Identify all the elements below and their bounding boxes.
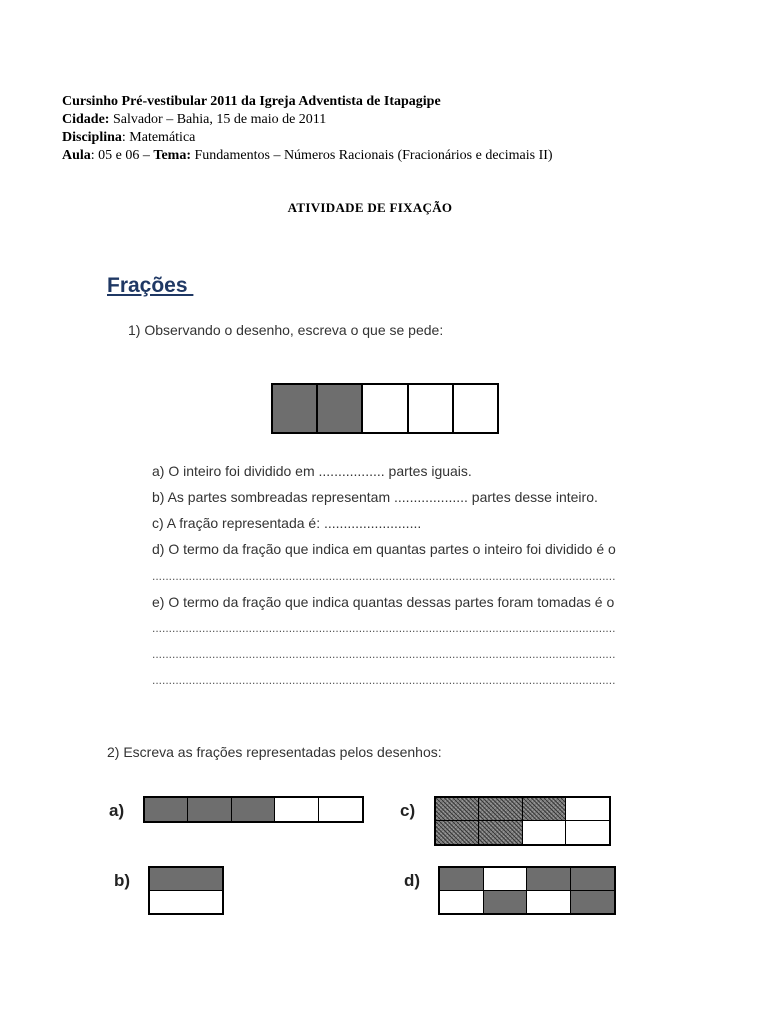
grid-cell-shaded — [188, 798, 231, 821]
question1-item-d: d) O termo da fração que indica em quantas partes o inteiro foi dividido é o — [152, 541, 616, 557]
grid-cell-shaded — [527, 868, 571, 891]
grid-cell-shaded — [440, 868, 484, 891]
discipline-line — [62, 129, 553, 147]
answer-line-e-2: ........................................................................................................................................... — [152, 647, 616, 661]
grid-cell — [566, 798, 609, 821]
figure-c-grid — [434, 796, 611, 846]
question2-prompt: 2) Escreva as frações representadas pelos desenhos: — [107, 744, 442, 760]
class-value: : 05 e 06 – — [90, 148, 154, 163]
question1-item-a: a) O inteiro foi dividido em ................. partes iguais. — [152, 463, 472, 479]
section-title: Frações — [107, 274, 194, 297]
answer-line-e-3: ........................................................................................................................................... — [152, 673, 616, 687]
fraction-part — [363, 385, 408, 432]
question1-item-c: c) A fração representada é: ......................... — [152, 515, 422, 531]
grid-cell-shaded — [145, 798, 188, 821]
class-line — [62, 147, 553, 165]
discipline-value: : Matemática — [121, 130, 196, 145]
figure-d-grid — [438, 866, 616, 915]
question1-fraction-figure — [271, 383, 499, 434]
theme-value: Fundamentos – Números Racionais (Fracionários e decimais II) — [191, 148, 553, 163]
grid-cell-shaded — [436, 821, 479, 844]
grid-cell — [275, 798, 318, 821]
figure-b-grid — [148, 866, 224, 915]
grid-cell-shaded — [571, 891, 615, 914]
grid-cell-shaded — [571, 868, 615, 891]
figure-a-label: a) — [109, 801, 125, 820]
discipline-label: Disciplina — [62, 130, 122, 145]
grid-cell — [523, 821, 566, 844]
figure-b-label: b) — [114, 871, 131, 890]
grid-cell-shaded — [232, 798, 275, 821]
grid-cell-shaded — [150, 868, 222, 891]
fraction-part-shaded — [273, 385, 318, 432]
answer-line-d: ........................................................................................................................................... — [152, 569, 616, 583]
grid-cell-shaded — [479, 798, 522, 821]
fraction-part-shaded — [318, 385, 363, 432]
theme-label: Tema: — [153, 148, 191, 163]
activity-title: ATIVIDADE DE FIXAÇÃO — [287, 200, 453, 215]
city-value: Salvador – Bahia, 15 de maio de 2011 — [109, 112, 327, 127]
answer-line-e-1: ........................................................................................................................................... — [152, 621, 616, 635]
grid-cell-shaded — [479, 821, 522, 844]
fraction-part — [409, 385, 454, 432]
grid-cell — [150, 891, 222, 914]
course-name: Cursinho Pré-vestibular 2011 da Igreja Adventista de Itapagipe — [62, 94, 441, 109]
city-label: Cidade: — [62, 112, 110, 127]
grid-cell-shaded — [523, 798, 566, 821]
figure-a-grid — [143, 796, 364, 823]
grid-cell — [319, 798, 362, 821]
city-line — [62, 111, 553, 129]
grid-cell — [566, 821, 609, 844]
course-line — [62, 93, 553, 111]
class-label: Aula — [62, 148, 91, 163]
question1-item-e: e) O termo da fração que indica quantas dessas partes foram tomadas é o — [152, 594, 615, 610]
question1-item-b: b) As partes sombreadas representam ................... partes desse inteiro. — [152, 489, 598, 505]
grid-cell — [527, 891, 571, 914]
fraction-part — [454, 385, 497, 432]
grid-cell — [440, 891, 484, 914]
grid-cell-shaded — [484, 891, 528, 914]
figure-d-label: d) — [404, 871, 421, 890]
figure-c-label: c) — [400, 801, 416, 820]
document-header — [62, 93, 553, 165]
question1-prompt: 1) Observando o desenho, escreva o que se pede: — [128, 322, 444, 338]
grid-cell-shaded — [436, 798, 479, 821]
grid-cell — [484, 868, 528, 891]
